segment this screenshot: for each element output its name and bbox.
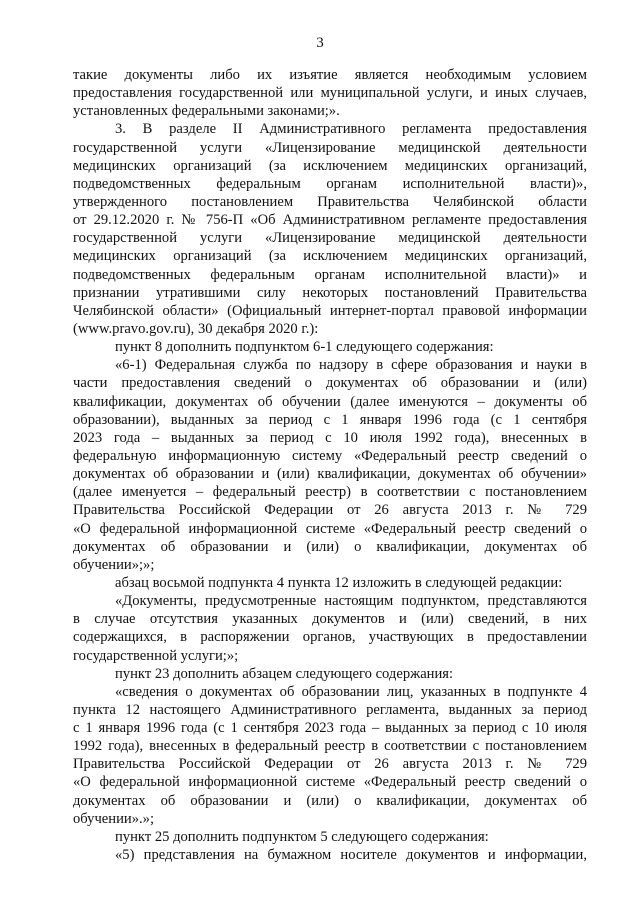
text-line: содержащихся, в распоряжении органов, участвующих в предоставлении: [73, 629, 587, 646]
text-line: 1992 года), внесенных в федеральный реестр в соответствии с постановлением: [73, 738, 587, 755]
text-line: «О федеральной информационной системе «Федеральный реестр сведений о: [73, 520, 587, 537]
text-line: документах об образовании и (или) о квалификации, документах об: [73, 792, 587, 809]
text-line: пункт 8 дополнить подпунктом 6-1 следующего содержания:: [115, 339, 494, 356]
text-line: государственной услуги «Лицензирование медицинской деятельности: [73, 230, 587, 247]
page-number: 3: [316, 35, 324, 51]
text-line: от 29.12.2020 г. № 756-П «Об Административном регламенте предоставления: [73, 212, 587, 229]
text-line: документах об образовании и (или) о квалификации, документах об: [73, 538, 587, 555]
text-line: «сведения о документах об образовании лиц, указанных в подпункте 4: [115, 683, 587, 700]
text-line: подведомственных федеральным органам исполнительной власти)» и: [73, 266, 587, 283]
text-line: (далее именуется – федеральный реестр) в соответствии с постановлением: [73, 484, 587, 501]
document-body: [73, 66, 587, 864]
text-line: части предоставления сведений о документах об образовании и (или): [73, 375, 587, 392]
text-line: обучении»;»;: [73, 556, 155, 573]
text-line: Челябинской области» (Официальный интернет-портал правовой информации: [73, 302, 587, 319]
text-line: обучении».»;: [73, 810, 155, 827]
text-line: государственной услуги «Лицензирование медицинской деятельности: [73, 139, 587, 156]
text-line: пункт 25 дополнить подпунктом 5 следующего содержания:: [115, 828, 489, 845]
text-line: «Документы, предусмотренные настоящим подпунктом, представляются: [115, 593, 587, 610]
text-line: медицинских организаций (за исключением медицинских организаций,: [73, 157, 587, 174]
text-line: такие документы либо их изъятие является необходимым условием: [73, 67, 587, 83]
text-line: документах об образовании и (или) квалификации, документах об обучении»: [73, 466, 587, 483]
text-line: «6-1) Федеральная служба по надзору в сфере образования и науки в: [115, 357, 587, 374]
text-line: подведомственных федеральным органам исполнительной власти)»,: [73, 175, 587, 192]
text-line: установленных федеральными законами;».: [73, 103, 340, 120]
text-line: (www.pravo.gov.ru), 30 декабря 2020 г.):: [73, 320, 319, 337]
text-line: «5) представления на бумажном носителе документов и информации,: [115, 847, 587, 864]
text-line: утвержденного постановлением Правительства Челябинской области: [73, 193, 587, 210]
text-line: 3. В разделе II Административного регламента предоставления: [115, 121, 587, 138]
text-line: предоставления государственной или муниципальной услуги, и иных случаев,: [73, 85, 587, 102]
text-line: государственной услуги;»;: [73, 647, 239, 664]
text-line: Правительства Российской Федерации от 26 августа 2013 г. № 729: [73, 756, 587, 773]
text-line: 2023 года – выданных за период с 10 июля 1992 года), внесенных в: [73, 429, 587, 446]
text-line: признании утратившими силу некоторых постановлений Правительства: [73, 284, 587, 301]
text-line: с 1 января 1996 года (с 1 сентября 2023 года – выданных за период с 10 июля: [73, 720, 587, 737]
text-line: Правительства Российской Федерации от 26 августа 2013 г. № 729: [73, 502, 587, 519]
text-line: пункта 12 настоящего Административного регламента, выданных за период: [73, 701, 587, 718]
text-line: «О федеральной информационной системе «Федеральный реестр сведений о: [73, 774, 587, 791]
text-line: пункт 23 дополнить абзацем следующего содержания:: [115, 665, 454, 682]
text-line: квалификации, документах об обучении (далее именуются – документы об: [73, 393, 587, 410]
text-line: образовании), выданных за период с 1 января 1996 года (с 1 сентября: [73, 411, 587, 428]
text-line: медицинских организаций (за исключением медицинских организаций,: [73, 248, 587, 265]
text-line: в случае отсутствия указанных документов и (или) сведений, в них: [73, 611, 587, 628]
text-line: федеральную информационную систему «Федеральный реестр сведений о: [73, 447, 587, 464]
text-line: абзац восьмой подпункта 4 пункта 12 изложить в следующей редакции:: [115, 574, 563, 591]
